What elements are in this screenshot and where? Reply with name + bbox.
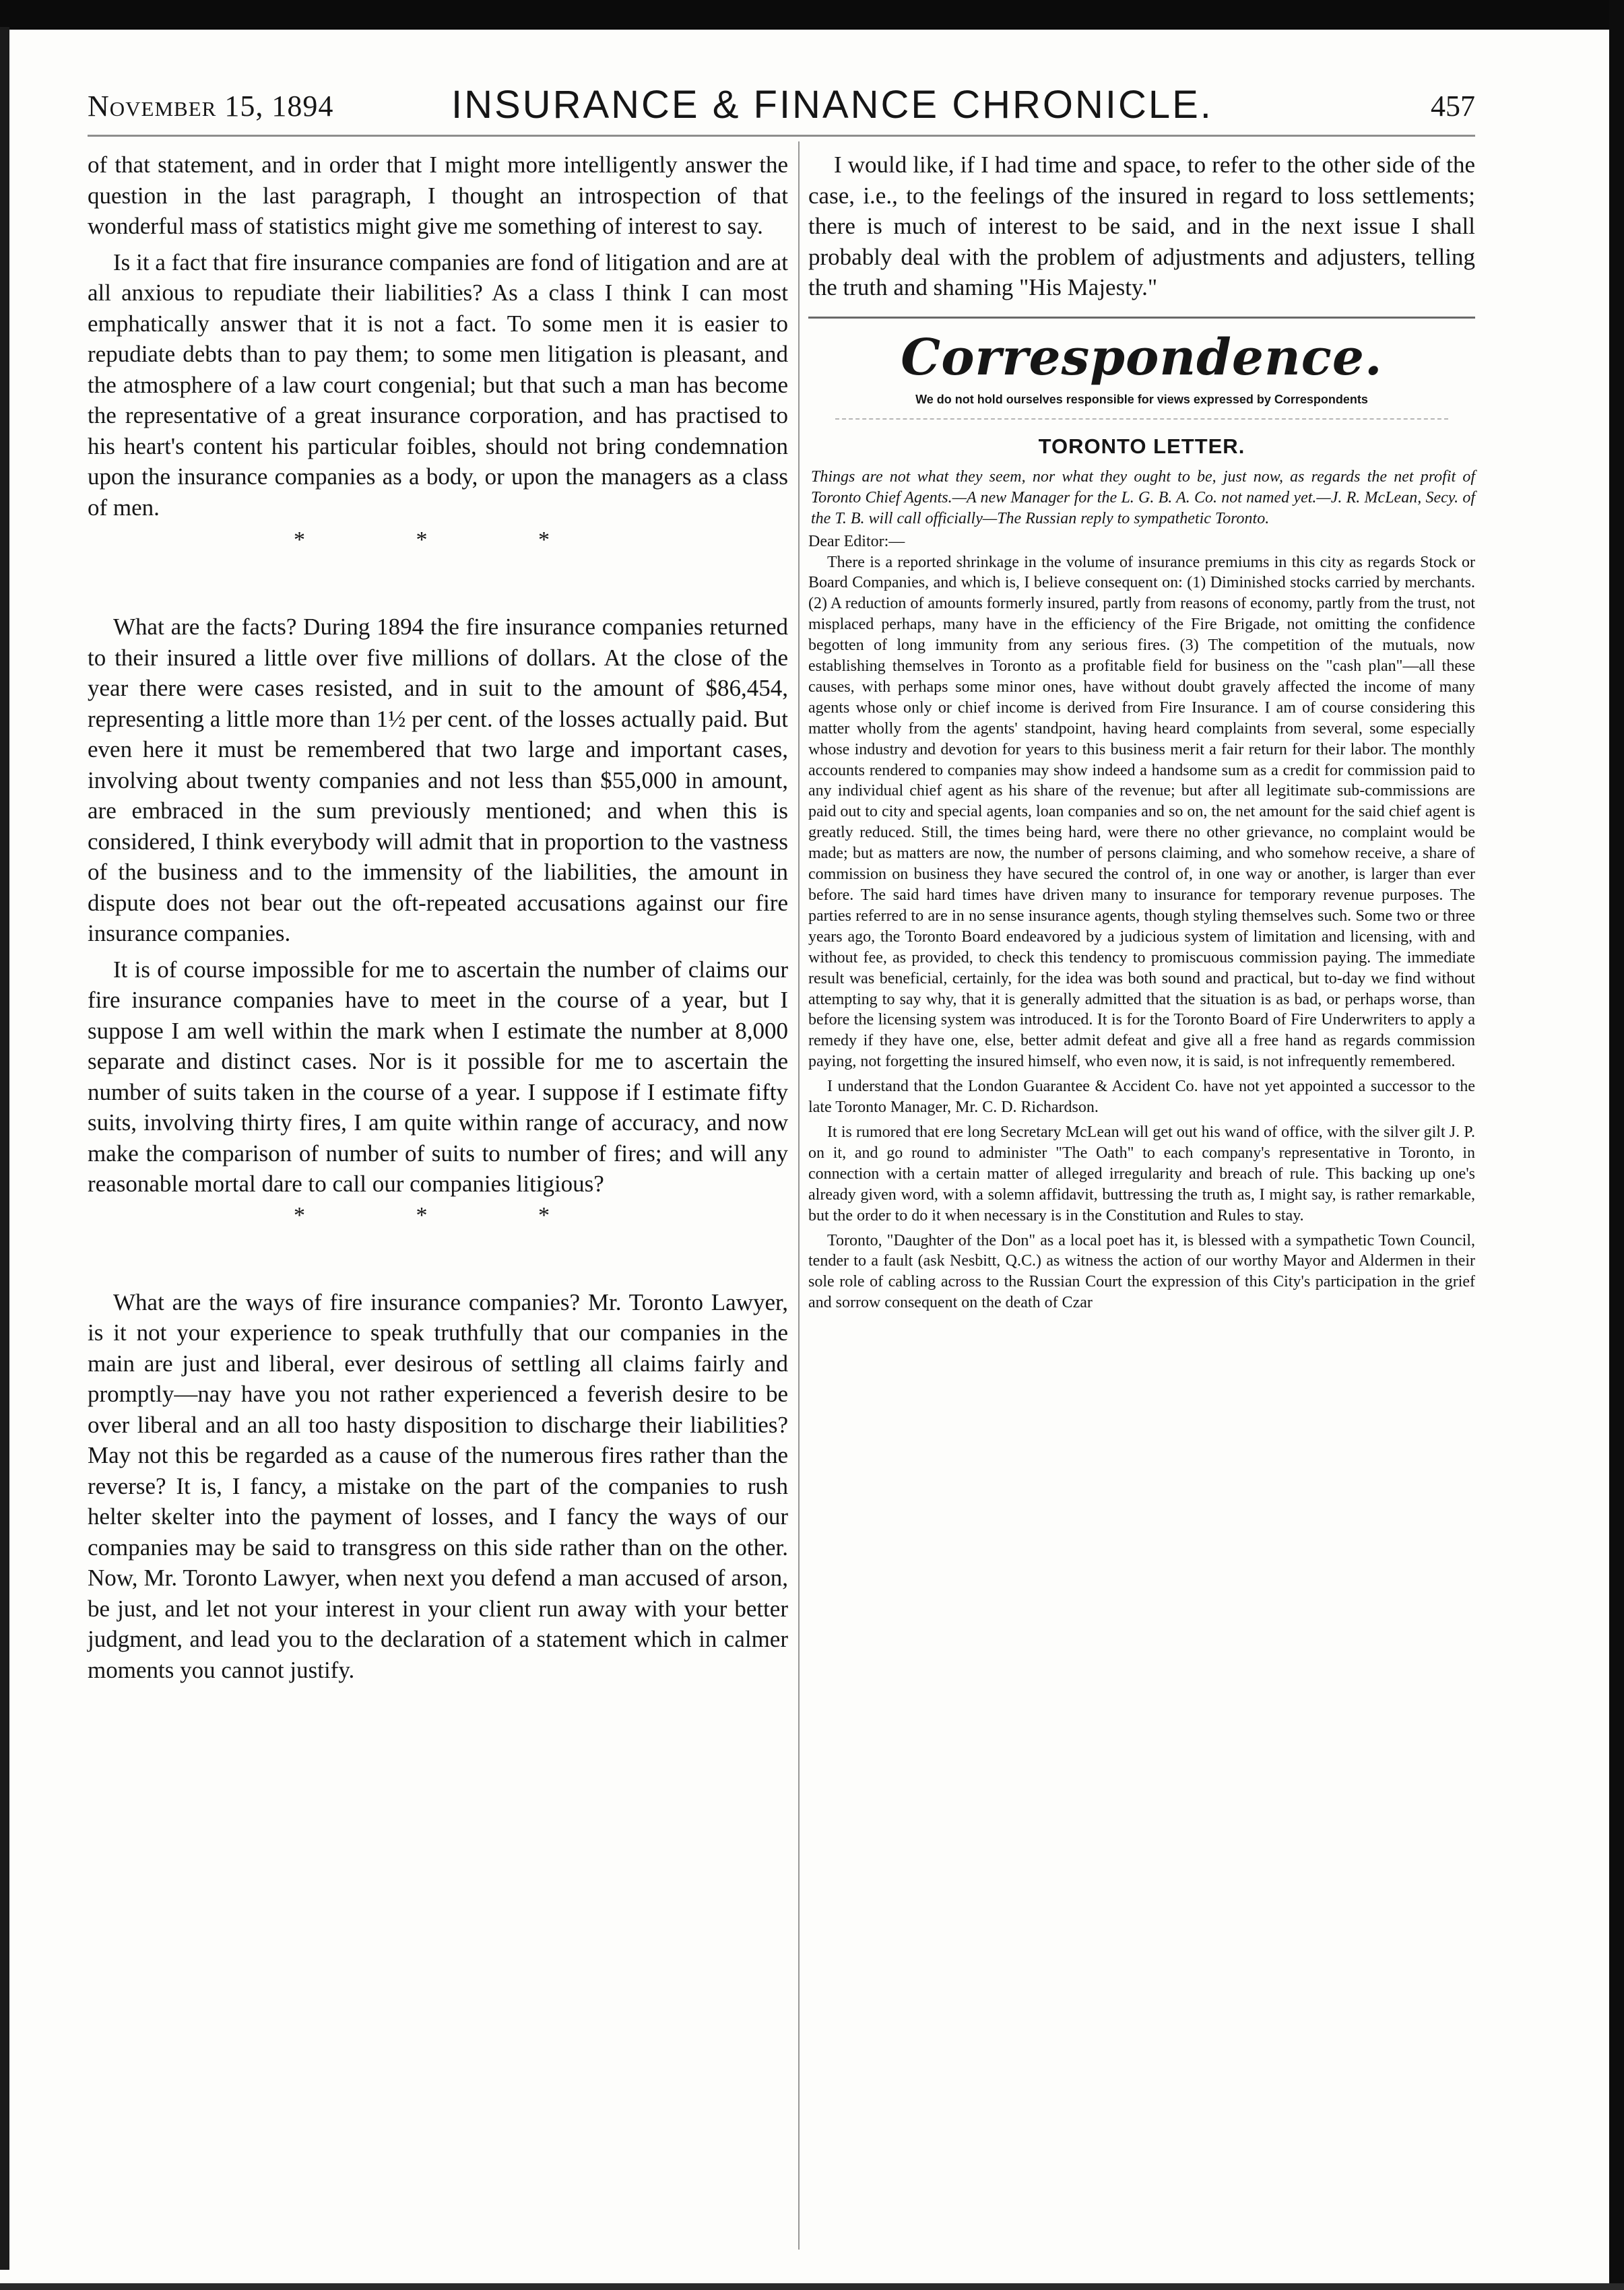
letter-paragraph: There is a reported shrinkage in the volume of insurance premiums in this city as regards Stock or Board Companies, and which is, I believe consequent on: (1) Diminished stocks carried by merchants. (2) A reduction of amounts formerly insured, partly from reasons of economy, partly from the trust, not misplaced perhaps, many have in the efficiency of the Fire Brigade, not omitting the confidence begotten of long immunity from any serious fires. (3) The competition of the mutuals, now establishing themselves in Toronto as a profitable field for business on the "cash plan"—all these causes, with perhaps some minor ones, have without doubt gravely affected the income of many agents whose only or chief income is derived from Fire Insurance. I am of course considering this matter wholly from the agents' standpoint, having heard complaints from several, some especially whose industry and devotion for years to this business merit a fair return for their labor. The monthly accounts rendered to companies may show indeed a handsome sum as a credit for commission paid to any individual chief agent as his share of the revenue; but after all legitimate sub-commissions are paid out to city and special agents, loan companies and so on, the net amount for the said chief agent is greatly reduced. Still, the times being hard, were there no other grievance, no complaint would be made; but as matters are now, the number of persons claiming, and who somehow receive, a share of commission on business they have secured the control of, in one way or another, is larger than ever before. The said hard times have driven many to insurance for temporary revenue purposes. The parties referred to are in no sense insurance agents, though styling themselves such. Some two or three years ago, the Toronto Board endeavored by a judicious system of limitation and licensing, with and without fee, as provided, to check this tendency to promiscuous commission paying. The immediate result was beneficial, certainly, for the idea was both sound and practical, but to-day we find without attempting to say why, that it is generally admitted that the situation is as bad, or perhaps worse, than before the licensing system was introduced. It is for the Toronto Board of Fire Underwriters to apply a remedy if they have one, else, better admit defeat and give all a free hand as regards commission paying, not forgetting the insured himself, who even now, it is said, is not infrequently remembered. — [808, 553, 1475, 1071]
article-paragraph: It is of course impossible for me to ascertain the number of claims our fire insurance companies have to meet in the course of a year, but I suppose I am well within the mark when I estimate the number at 8,000 separate and distinct cases. Nor is it possible for me to ascertain the number of suits taken in the course of a year. I suppose if I estimate fifty suits, involving thirty fires, I am quite within range of accuracy, and now make the comparison of number of suits to number of fires; and will any reasonable mortal dare to call our companies litigious? — [88, 956, 788, 1197]
issue-date: November 15, 1894 — [88, 90, 334, 123]
section-break-stars: * * * — [294, 527, 602, 552]
publication-title: INSURANCE & FINANCE CHRONICLE. — [451, 83, 1213, 127]
article-paragraph: What are the ways of fire insurance companies? Mr. Toronto Lawyer, is it not your experience to speak truthfully that our companies in the main are just and liberal, ever desirous of settling all claims fairly and promptly—nay have you not rather experienced a feverish desire to be over liberal and an all too hasty disposition to discharge their liabilities? May not this be regarded as a cause of the numerous fires rather than the reverse? It is, I fancy, a mistake on the part of the companies to rush helter skelter into the payment of losses, and I fancy the ways of our companies may be said to transgress on this side rather than on the other. Now, Mr. Toronto Lawyer, when next you defend a man accused of arson, be just, and let not your interest in your client run away with your better judgment, and lead you to the declaration of a statement which in calmer moments you cannot justify. — [88, 1288, 788, 1683]
letter-paragraph: I understand that the London Guarantee & Accident Co. have not yet appointed a successor to the late Toronto Manager, Mr. C. D. Richardson. — [808, 1078, 1475, 1117]
article-continuation — [808, 150, 1475, 303]
scan-top-border — [0, 0, 1624, 30]
article-paragraph: I would like, if I had time and space, to refer to the other side of the case, i.e., to the feelings of the insured in regard to loss settlements; there is much of interest to be said, and in the next issue I shall probably deal with the problem of adjustments and adjusters, telling the truth and shaming "His Majesty." — [808, 152, 1475, 300]
article-paragraph: Is it a fact that fire insurance companies are fond of litigation and are at all anxious to repudiate their liabilities? As a class I think I can most emphatically answer that it is not a fact. To some men it is easier to repudiate debts than to pay them; to some men litigation is pleasant, and the atmosphere of a law court congenial; but that such a man has become the representative of a great insurance corporation, and has practised to his heart's content his particular foibles, should not bring condemnation upon the insurance companies as a body, or upon the managers as a class of men. — [88, 249, 788, 521]
section-break-stars: * * * — [294, 1202, 602, 1228]
dashed-divider — [835, 418, 1448, 420]
section-rule — [808, 317, 1475, 319]
article-paragraph: of that statement, and in order that I might more intelligently answer the question in the last paragraph, I thought an introspection of that wonderful mass of statistics might give me something of interest to say. — [88, 152, 788, 239]
editorial-disclaimer: We do not hold ourselves responsible for views expressed by Correspondents — [915, 392, 1368, 406]
scan-right-border — [1609, 0, 1624, 2290]
scan-left-border — [0, 27, 9, 2270]
letter-synopsis: Things are not what they seem, nor what they ought to be, just now, as regards the net profit of Toronto Chief Agents.—A new Manager for the L. G. B. A. Co. not named yet.—J. R. McLean, Secy. of the T. B. will call officially—The Russian reply to sympathetic Toronto. — [811, 467, 1475, 527]
letter-paragraph: It is rumored that ere long Secretary McLean will get out his wand of office, with the silver gilt J. P. on it, and go round to administer "The Oath" to each company's representative in Toronto, in connection with a certain matter of alleged irregularity and breach of rule. This backing up one's already given word, with a solemn affidavit, buttressing the truth as, I might say, is rather remarkable, but the order to do it when necessary is in the Constitution and Rules to stay. — [808, 1123, 1475, 1224]
header-rule — [88, 135, 1475, 137]
column-divider — [798, 141, 800, 2250]
letter-salutation: Dear Editor:— — [808, 532, 905, 550]
letter-body — [808, 552, 1475, 1314]
left-column — [88, 150, 788, 1685]
right-column — [808, 150, 1475, 1313]
page-header — [88, 79, 1475, 133]
scan-bottom-border — [0, 2283, 1624, 2290]
page-number: 457 — [1431, 90, 1475, 123]
section-heading: Correspondence. — [901, 328, 1383, 387]
article-paragraph: What are the facts? During 1894 the fire insurance companies returned to their insured a little over five millions of dollars. At the close of the year there were cases resisted, and in suit to the amount of $86,454, representing a little more than 1½ per cent. of the losses actually paid. But even here it must be remembered that two large and important cases, involving about twenty companies and not less than $55,000 in amount, are embraced in the sum previously mentioned; and when this is considered, I think everybody will admit that in proportion to the vastness of the business and to the immensity of the liabilities, the amount in dispute does not bear out the oft-repeated accusations against our fire insurance companies. — [88, 614, 788, 946]
letter-title: TORONTO LETTER. — [1038, 434, 1245, 458]
letter-paragraph: Toronto, "Daughter of the Don" as a local poet has it, is blessed with a sympathetic Town Council, tender to a fault (ask Nesbitt, Q.C.) as witness the action of our worthy Mayor and Aldermen in their sole role of cabling across to the Russian Court the expression of this City's participation in the grief and sorrow consequent on the death of Czar — [808, 1231, 1475, 1312]
